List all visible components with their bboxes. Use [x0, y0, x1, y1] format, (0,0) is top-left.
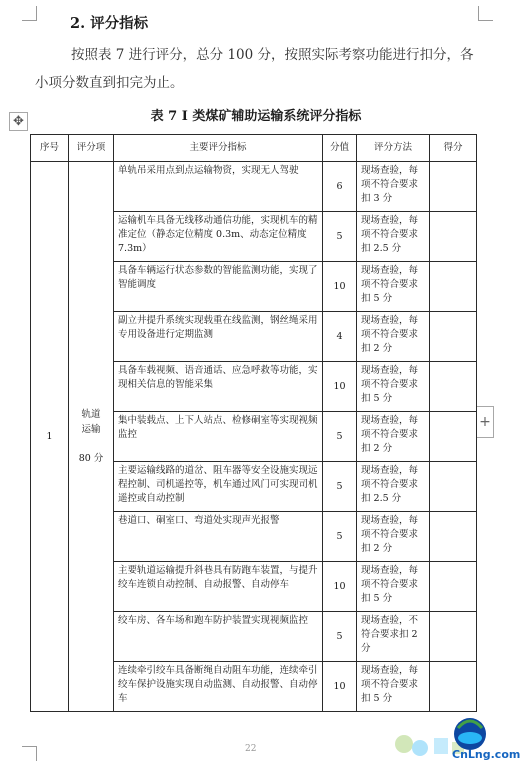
points-cell[interactable]	[430, 462, 477, 512]
requirement-cell[interactable]: 运输机车具备无线移动通信功能，实现机车的精准定位（静态定位精度 0.3m、动态定位精度 7.3m）	[114, 212, 323, 262]
header-method: 评分方法	[357, 135, 430, 162]
points-cell[interactable]	[430, 362, 477, 412]
category-score: 80 分	[78, 453, 104, 465]
score-cell[interactable]: 6	[323, 162, 357, 212]
crop-mark-top-right	[478, 6, 493, 21]
method-cell[interactable]: 现场查验，每项不符合要求扣 5 分	[357, 562, 430, 612]
points-cell[interactable]	[430, 312, 477, 362]
score-cell[interactable]: 10	[323, 562, 357, 612]
category-line1: 轨道	[81, 408, 101, 420]
table-header-row	[31, 135, 477, 162]
method-cell[interactable]: 现场查验，每项不符合要求扣 2.5 分	[357, 212, 430, 262]
table-move-handle-icon[interactable]: ✥	[9, 112, 28, 131]
requirement-cell[interactable]: 巷道口、硐室口、弯道处实现声光报警	[114, 512, 323, 562]
score-cell[interactable]: 4	[323, 312, 357, 362]
points-cell[interactable]	[430, 412, 477, 462]
points-cell[interactable]	[430, 262, 477, 312]
scoring-table	[30, 134, 477, 712]
method-cell[interactable]: 现场查验，每项不符合要求扣 2.5 分	[357, 462, 430, 512]
requirement-cell[interactable]: 具备车载视频、语音通话、应急呼救等功能，实现相关信息的智能采集	[114, 362, 323, 412]
add-row-button[interactable]: +	[476, 406, 494, 438]
score-cell[interactable]: 10	[323, 362, 357, 412]
score-cell[interactable]: 5	[323, 462, 357, 512]
table-caption: 表 7 I 类煤矿辅助运输系统评分指标	[150, 109, 362, 124]
header-category: 评分项	[69, 135, 114, 162]
score-cell[interactable]: 5	[323, 212, 357, 262]
header-points: 得分	[430, 135, 477, 162]
header-score: 分值	[323, 135, 357, 162]
points-cell[interactable]	[430, 612, 477, 662]
requirement-cell[interactable]: 副立井提升系统实现载重在线监测，钢丝绳采用专用设备进行定期监测	[114, 312, 323, 362]
score-cell[interactable]: 5	[323, 512, 357, 562]
requirement-cell[interactable]: 具备车辆运行状态参数的智能监测功能，实现了智能调度	[114, 262, 323, 312]
score-cell[interactable]: 5	[323, 412, 357, 462]
score-cell[interactable]: 10	[323, 262, 357, 312]
method-cell[interactable]: 现场查验，每项不符合要求扣 2 分	[357, 512, 430, 562]
header-requirement: 主要评分指标	[114, 135, 323, 162]
method-cell[interactable]: 现场查验，每项不符合要求扣 5 分	[357, 262, 430, 312]
points-cell[interactable]	[430, 162, 477, 212]
requirement-cell[interactable]: 集中装载点、上下人站点、检修硐室等实现视频监控	[114, 412, 323, 462]
method-cell[interactable]: 现场查验，每项不符合要求扣 2 分	[357, 312, 430, 362]
method-cell[interactable]: 现场查验，每项不符合要求扣 3 分	[357, 162, 430, 212]
intro-paragraph-text: 按照表 7 进行评分，总分 100 分，按照实际考察功能进行扣分，各小项分数直到扣完为止。	[35, 47, 474, 91]
page-number: 22	[245, 744, 257, 754]
requirement-cell[interactable]: 主要轨道运输提升斜巷具有防跑车装置，与提升绞车连锁自动控制、自动报警、自动停车	[114, 562, 323, 612]
points-cell[interactable]	[430, 512, 477, 562]
method-cell[interactable]: 现场查验，每项不符合要求扣 5 分	[357, 362, 430, 412]
requirement-cell[interactable]: 绞车房、各车场和跑车防护装置实现视频监控	[114, 612, 323, 662]
crop-mark-bottom-left	[22, 746, 37, 761]
score-cell[interactable]: 5	[323, 612, 357, 662]
points-cell[interactable]	[430, 562, 477, 612]
method-cell[interactable]: 现场查验，不符合要求扣 2 分	[357, 612, 430, 662]
header-seq: 序号	[31, 135, 69, 162]
requirement-cell[interactable]: 主要运输线路的道岔、阻车器等安全设施实现远程控制、司机遥控等，机车通过风门可实现司机遥控或自动控制	[114, 462, 323, 512]
category-line2: 运输	[81, 423, 101, 435]
points-cell[interactable]	[430, 212, 477, 262]
watermark-text: CnLng.com	[452, 748, 520, 761]
intro-paragraph	[35, 41, 483, 97]
crop-mark-top-left	[22, 6, 37, 21]
score-cell[interactable]: 10	[323, 662, 357, 712]
group-seq-cell: 1	[31, 162, 69, 712]
requirement-cell[interactable]: 单轨吊采用点到点运输物资，实现无人驾驶	[114, 162, 323, 212]
group-category-cell	[69, 162, 114, 712]
table-row	[31, 162, 477, 212]
points-cell[interactable]	[430, 662, 477, 712]
section-heading: 2. 评分指标	[70, 15, 149, 32]
method-cell[interactable]: 现场查验，每项不符合要求扣 2 分	[357, 412, 430, 462]
requirement-cell[interactable]: 连续牵引绞车具备断绳自动阻车功能，连续牵引绞车保护设施实现自动监测、自动报警、自动停车	[114, 662, 323, 712]
method-cell[interactable]: 现场查验，每项不符合要求扣 5 分	[357, 662, 430, 712]
